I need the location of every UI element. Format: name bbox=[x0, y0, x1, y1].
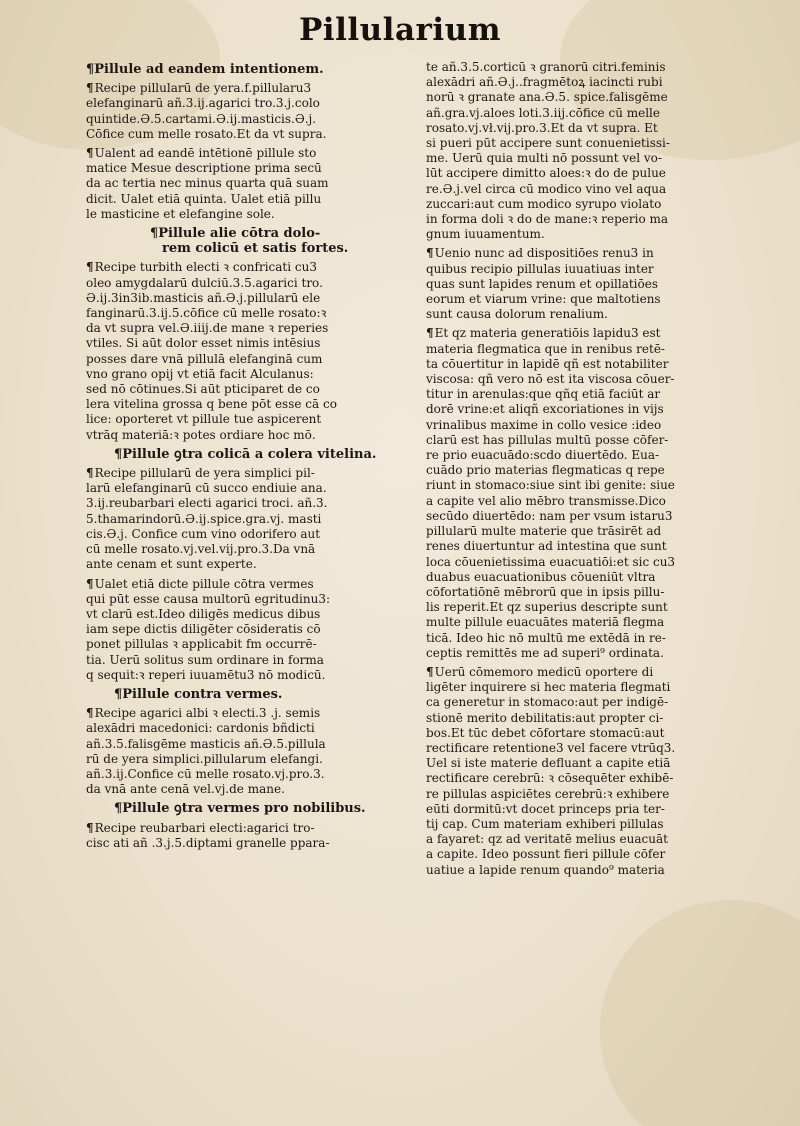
line-text: ante cenam et sunt experte. bbox=[86, 557, 257, 572]
line-text: riunt in stomaco:siue sint ibi genite: siue bbox=[426, 478, 675, 493]
rubric-continuation: rem colicū et satis fortes. bbox=[162, 241, 349, 257]
line-text: Uel si iste materie defluant a capite etiā bbox=[426, 756, 671, 771]
line-text: uatiue a lapide renum quando⁹ materia bbox=[426, 862, 665, 877]
text-paragraph bbox=[86, 260, 412, 442]
text-line bbox=[426, 711, 756, 726]
line-text: alexādri añ.Ə.j..fragmētoꝝ iacincti rubi bbox=[426, 75, 663, 90]
line-text: sunt causa dolorum renalium. bbox=[426, 307, 608, 322]
line-text: lis reperit.Et qz superius descripte sunt bbox=[426, 600, 668, 615]
text-line bbox=[426, 60, 756, 75]
line-text: in forma doli ꝛ do de mane:ꝛ reperio ma bbox=[426, 212, 669, 227]
text-line bbox=[86, 207, 412, 222]
line-text: sed nō cōtinues.Si aūt pticiparet de co bbox=[86, 382, 320, 397]
line-text: oleo amygdalarū dulciū.3.5.agarici tro. bbox=[86, 275, 323, 290]
line-text: bos.Et tūc debet cōfortare stomacū:aut bbox=[426, 725, 665, 740]
text-line bbox=[426, 292, 756, 307]
line-text: ta cōuertitur in lapidē qñ est notabiliter bbox=[426, 356, 669, 371]
text-line bbox=[426, 695, 756, 710]
paragraph-mark-icon: ¶ bbox=[86, 62, 95, 77]
text-line bbox=[86, 382, 412, 397]
section-rubric bbox=[86, 687, 412, 702]
text-line bbox=[426, 847, 756, 862]
text-paragraph bbox=[426, 60, 756, 242]
paragraph-mark-icon: ¶ bbox=[114, 446, 123, 462]
text-line bbox=[86, 527, 412, 542]
paragraph-mark-icon: ¶ bbox=[114, 686, 123, 702]
text-line bbox=[426, 726, 756, 741]
line-text: matice Mesue descriptione prima secū bbox=[86, 161, 322, 176]
text-line bbox=[86, 276, 412, 291]
text-line bbox=[86, 607, 412, 622]
text-line bbox=[426, 741, 756, 756]
text-line bbox=[86, 192, 412, 207]
text-paragraph bbox=[426, 246, 756, 322]
section-rubric bbox=[86, 447, 412, 462]
line-text: me. Uerū quia multi nō possunt vel vo- bbox=[426, 151, 662, 166]
text-paragraph bbox=[86, 81, 412, 142]
text-paragraph bbox=[86, 146, 412, 222]
text-line bbox=[426, 106, 756, 121]
line-text: rū de yera simplici.pillularum elefangi. bbox=[86, 751, 323, 766]
text-line bbox=[426, 787, 756, 802]
text-line bbox=[86, 481, 412, 496]
line-text: rectificare retentione3 vel facere vtrūq3. bbox=[426, 740, 676, 755]
line-text: da vnā ante cenā vel.vj.de mane. bbox=[86, 782, 285, 797]
text-line bbox=[426, 433, 756, 448]
line-text: 3.ij.reubarbari electi agarici troci. añ.3. bbox=[86, 496, 328, 511]
text-paragraph bbox=[86, 577, 412, 683]
text-line bbox=[86, 653, 412, 668]
text-line bbox=[426, 832, 756, 847]
text-line bbox=[86, 127, 412, 142]
line-text: si pueri pūt accipere sunt conuenietissi- bbox=[426, 136, 670, 151]
left-text-column bbox=[86, 60, 412, 855]
line-text: cū melle rosato.vj.vel.vij.pro.3.Da vnā bbox=[86, 542, 316, 557]
text-line bbox=[426, 817, 756, 832]
line-text: multe pillule euacuātes materiā flegma bbox=[426, 615, 665, 630]
text-line bbox=[426, 372, 756, 387]
paragraph-mark-icon: ¶ bbox=[86, 576, 94, 591]
text-line bbox=[426, 646, 756, 661]
line-text: pillularū multe materie que trāsirēt ad bbox=[426, 524, 662, 539]
text-line bbox=[86, 821, 412, 836]
text-paragraph bbox=[426, 665, 756, 878]
section-rubric bbox=[86, 62, 412, 77]
text-line bbox=[426, 212, 756, 227]
rubric-text: Pillule ad eandem intentionem. bbox=[94, 62, 324, 77]
text-line bbox=[426, 151, 756, 166]
text-line bbox=[426, 771, 756, 786]
text-line bbox=[86, 577, 412, 592]
text-line bbox=[86, 96, 412, 111]
line-text: Recipe pillularū de yera.f.pillularu3 bbox=[94, 81, 312, 96]
text-line bbox=[86, 557, 412, 572]
text-line bbox=[426, 802, 756, 817]
text-line bbox=[426, 402, 756, 417]
line-text: Ə.ij.3in3ib.masticis añ.Ə.j.pillularū ele bbox=[86, 290, 321, 305]
line-text: ponet pillulas ꝛ applicabit fm occurrē- bbox=[86, 637, 317, 652]
line-text: fanginarū.3.ij.5.cōfice cū melle rosato:ꝛ bbox=[86, 306, 327, 321]
text-line bbox=[426, 342, 756, 357]
line-text: Recipe reubarbari electi:agarici tro- bbox=[94, 820, 315, 835]
text-line bbox=[86, 782, 412, 797]
line-text: Ualent ad eandē intētionē pillule sto bbox=[94, 146, 317, 161]
line-text: Uerū cōmemoro medicū oportere di bbox=[434, 664, 654, 679]
text-line bbox=[86, 767, 412, 782]
line-text: q sequit:ꝛ reperi iuuamētu3 nō modicū. bbox=[86, 667, 326, 682]
text-line bbox=[86, 706, 412, 721]
line-text: qui pūt esse causa multorū egritudinu3: bbox=[86, 591, 331, 606]
text-line bbox=[426, 121, 756, 136]
line-text: da ac tertia nec minus quarta quā suam bbox=[86, 176, 329, 191]
paragraph-mark-icon: ¶ bbox=[426, 246, 434, 261]
text-line bbox=[86, 466, 412, 481]
paragraph-mark-icon: ¶ bbox=[86, 146, 94, 161]
rubric-text: Pillule contra vermes. bbox=[122, 686, 283, 702]
text-paragraph bbox=[86, 706, 412, 797]
text-line bbox=[86, 260, 412, 275]
text-line bbox=[426, 90, 756, 105]
text-line bbox=[426, 448, 756, 463]
line-text: re.Ə.j.vel circa cū modico vino vel aqua bbox=[426, 181, 667, 196]
text-line bbox=[86, 176, 412, 191]
section-rubric bbox=[86, 226, 412, 256]
line-text: re prio euacuādo:scdo diuertēdo. Eua- bbox=[426, 448, 660, 463]
line-text: Recipe agarici albi ꝛ electi.3 .j. semis bbox=[94, 706, 321, 721]
line-text: Uenio nunc ad dispositiōes renu3 in bbox=[434, 246, 654, 261]
text-line bbox=[86, 352, 412, 367]
text-line bbox=[426, 307, 756, 322]
right-text-column bbox=[426, 60, 756, 882]
line-text: viscosa: qñ vero nō est ita viscosa cōuer- bbox=[426, 372, 675, 387]
text-line bbox=[426, 539, 756, 554]
line-text: Recipe turbith electi ꝛ confricati cu3 bbox=[94, 260, 317, 275]
text-line bbox=[86, 836, 412, 851]
text-line bbox=[426, 75, 756, 90]
line-text: cisc ati añ .3.j.5.diptami granelle ppara- bbox=[86, 835, 330, 850]
text-line bbox=[426, 600, 756, 615]
text-line bbox=[426, 555, 756, 570]
section-rubric bbox=[86, 801, 412, 816]
text-line bbox=[426, 387, 756, 402]
line-text: Et qz materia generatiōis lapidu3 est bbox=[434, 326, 661, 341]
line-text: posses dare vnā pillulā elefanginā cum bbox=[86, 351, 323, 366]
text-line bbox=[426, 136, 756, 151]
line-text: iam sepe dictis diligēter cōsideratis cō bbox=[86, 622, 321, 637]
text-line bbox=[426, 863, 756, 878]
text-line bbox=[426, 665, 756, 680]
line-text: cōfortatiōnē mēbrorū que in ipsis pillu- bbox=[426, 584, 665, 599]
line-text: ca generetur in stomaco:aut per indigē- bbox=[426, 695, 669, 710]
rubric-text: Pillule ꝯtra colicā a colera vitelina. bbox=[122, 446, 377, 462]
text-line bbox=[426, 494, 756, 509]
line-text: materia flegmatica que in renibus retē- bbox=[426, 341, 665, 356]
text-line bbox=[426, 262, 756, 277]
line-text: tij cap. Cum materiam exhiberi pillulas bbox=[426, 816, 664, 831]
text-line bbox=[86, 81, 412, 96]
line-text: larū elefanginarū cū succo endiuie ana. bbox=[86, 481, 327, 496]
text-line bbox=[86, 496, 412, 511]
text-line bbox=[426, 680, 756, 695]
text-line bbox=[86, 542, 412, 557]
rubric-text: Pillule alie cōtra dolo- bbox=[158, 226, 321, 242]
line-text: vrinalibus maxime in collo vesice :ideo bbox=[426, 417, 662, 432]
line-text: renes diuertuntur ad intestina que sunt bbox=[426, 539, 667, 554]
paragraph-mark-icon: ¶ bbox=[86, 81, 94, 96]
text-line bbox=[86, 668, 412, 683]
text-line bbox=[426, 418, 756, 433]
line-text: quas sunt lapides renum et opillatiōes bbox=[426, 276, 659, 291]
paragraph-mark-icon: ¶ bbox=[114, 801, 123, 817]
text-line bbox=[86, 112, 412, 127]
line-text: loca cōuenietissima euacuatiōi:et sic cu3 bbox=[426, 554, 676, 569]
line-text: Cōfice cum melle rosato.Et da vt supra. bbox=[86, 126, 327, 141]
line-text: tia. Uerū solitus sum ordinare in forma bbox=[86, 652, 324, 667]
paragraph-mark-icon: ¶ bbox=[426, 326, 434, 341]
line-text: zuccari:aut cum modico syrupo violato bbox=[426, 196, 662, 211]
line-text: añ.3.5.falisgēme masticis añ.Ə.5.pillula bbox=[86, 736, 326, 751]
line-text: ticā. Ideo hic nō multū me extēdā in re- bbox=[426, 630, 666, 645]
text-line bbox=[426, 631, 756, 646]
line-text: dorē vrine:et aliqñ excoriationes in vijs bbox=[426, 402, 664, 417]
line-text: vt clarū est.Ideo diligēs medicus dibus bbox=[86, 606, 321, 621]
text-line bbox=[426, 509, 756, 524]
text-line bbox=[426, 756, 756, 771]
text-paragraph bbox=[426, 326, 756, 660]
text-line bbox=[86, 637, 412, 652]
text-line bbox=[426, 227, 756, 242]
line-text: quintide.Ə.5.cartami.Ə.ij.masticis.Ə.j. bbox=[86, 111, 317, 126]
text-line bbox=[86, 306, 412, 321]
line-text: stionē merito debilitatis:aut propter ci- bbox=[426, 710, 664, 725]
text-paragraph bbox=[86, 821, 412, 851]
text-line bbox=[86, 428, 412, 443]
text-line bbox=[86, 737, 412, 752]
line-text: lice: oporteret vt pillule tue aspicerent bbox=[86, 412, 322, 427]
line-text: dicit. Ualet etiā quinta. Ualet etiā pillu bbox=[86, 191, 322, 206]
text-line bbox=[426, 182, 756, 197]
line-text: clarū est has pillulas multū posse cōfer- bbox=[426, 432, 669, 447]
line-text: a capite vel alio mēbro transmisse.Dico bbox=[426, 493, 666, 508]
line-text: lera vitelina grossa q bene pōt esse cā co bbox=[86, 397, 337, 412]
line-text: a capite. Ideo possunt fieri pillule cōfer bbox=[426, 847, 666, 862]
text-line bbox=[86, 721, 412, 736]
text-line bbox=[86, 412, 412, 427]
line-text: norū ꝛ granate ana.Ə.5. spice.falisgēme bbox=[426, 90, 668, 105]
text-line bbox=[86, 512, 412, 527]
line-text: cuādo prio materias flegmaticas q repe bbox=[426, 463, 665, 478]
line-text: re pillulas aspiciētes cerebrū:ꝛ exhibere bbox=[426, 786, 670, 801]
line-text: eorum et viarum vrine: que maltotiens bbox=[426, 292, 661, 307]
line-text: quibus recipio pillulas iuuatiuas inter bbox=[426, 261, 654, 276]
text-line bbox=[426, 197, 756, 212]
text-line bbox=[426, 463, 756, 478]
line-text: vno grano opij vt etiā facit Alculanus: bbox=[86, 366, 314, 381]
paragraph-mark-icon: ¶ bbox=[86, 820, 94, 835]
text-line bbox=[426, 166, 756, 181]
line-text: duabus euacuationibus cōueniūt vltra bbox=[426, 569, 656, 584]
text-line bbox=[86, 752, 412, 767]
line-text: ligēter inquirere si hec materia flegmati bbox=[426, 680, 671, 695]
paragraph-mark-icon: ¶ bbox=[86, 466, 94, 481]
text-line bbox=[426, 615, 756, 630]
line-text: secūdo diuertēdo: nam per vsum istaru3 bbox=[426, 508, 673, 523]
paper-stain bbox=[600, 900, 800, 1126]
rubric-text: Pillule ꝯtra vermes pro nobilibus. bbox=[122, 801, 366, 817]
line-text: alexādri macedonici: cardonis bñdicti bbox=[86, 721, 315, 736]
text-line bbox=[426, 246, 756, 261]
text-line bbox=[86, 161, 412, 176]
text-line bbox=[426, 570, 756, 585]
line-text: ceptis remittēs me ad superi⁹ ordinata. bbox=[426, 645, 664, 660]
line-text: gnum iuuamentum. bbox=[426, 227, 545, 242]
text-line bbox=[86, 622, 412, 637]
line-text: añ.3.ij.Confice cū melle rosato.vj.pro.3. bbox=[86, 766, 325, 781]
line-text: Ualet etiā dicte pillule cōtra vermes bbox=[94, 576, 314, 591]
text-paragraph bbox=[86, 466, 412, 572]
paragraph-mark-icon: ¶ bbox=[426, 664, 434, 679]
line-text: vtrāq materiā:ꝛ potes ordiare hoc mō. bbox=[86, 427, 316, 442]
line-text: titur in arenulas:que qñq etiā faciūt ar bbox=[426, 387, 661, 402]
text-line bbox=[86, 321, 412, 336]
paragraph-mark-icon: ¶ bbox=[86, 260, 94, 275]
text-line bbox=[426, 357, 756, 372]
text-line bbox=[426, 478, 756, 493]
text-line bbox=[86, 336, 412, 351]
line-text: lūt accipere dimitto aloes:ꝛ do de pulue bbox=[426, 166, 666, 181]
text-line bbox=[426, 277, 756, 292]
line-text: Recipe pillularū de yera simplici pil- bbox=[94, 466, 315, 481]
text-line bbox=[86, 291, 412, 306]
running-header: Pillularium bbox=[299, 12, 501, 48]
line-text: añ.gra.vj.aloes loti.3.iij.cōfice cū melle bbox=[426, 105, 660, 120]
line-text: elefanginarū añ.3.ij.agarici tro.3.j.colo bbox=[86, 96, 320, 111]
text-line bbox=[86, 146, 412, 161]
line-text: cis.Ə.j. Confice cum vino odorifero aut bbox=[86, 526, 321, 541]
line-text: rectificare cerebrū: ꝛ cōsequēter exhibē- bbox=[426, 771, 674, 786]
text-line bbox=[86, 397, 412, 412]
line-text: le masticine et elefangine sole. bbox=[86, 206, 275, 221]
text-line bbox=[426, 326, 756, 341]
line-text: te añ.3.5.corticū ꝛ granorū citri.feminis bbox=[426, 60, 666, 74]
line-text: eūti dormitū:vt docet princeps pria ter- bbox=[426, 801, 665, 816]
text-line bbox=[426, 585, 756, 600]
text-line bbox=[86, 367, 412, 382]
line-text: vtiles. Si aūt dolor esset nimis intēsius bbox=[86, 336, 321, 351]
line-text: 5.thamarindorū.Ə.ij.spice.gra.vj. masti bbox=[86, 511, 322, 526]
line-text: rosato.vj.vł.vij.pro.3.Et da vt supra. Et bbox=[426, 120, 658, 135]
text-line bbox=[426, 524, 756, 539]
paragraph-mark-icon: ¶ bbox=[150, 226, 159, 242]
paragraph-mark-icon: ¶ bbox=[86, 706, 94, 721]
line-text: a fayaret: qz ad veritatē melius euacuāt bbox=[426, 832, 668, 847]
text-line bbox=[86, 592, 412, 607]
line-text: da vt supra vel.Ə.iiij.de mane ꝛ reperies bbox=[86, 321, 329, 336]
